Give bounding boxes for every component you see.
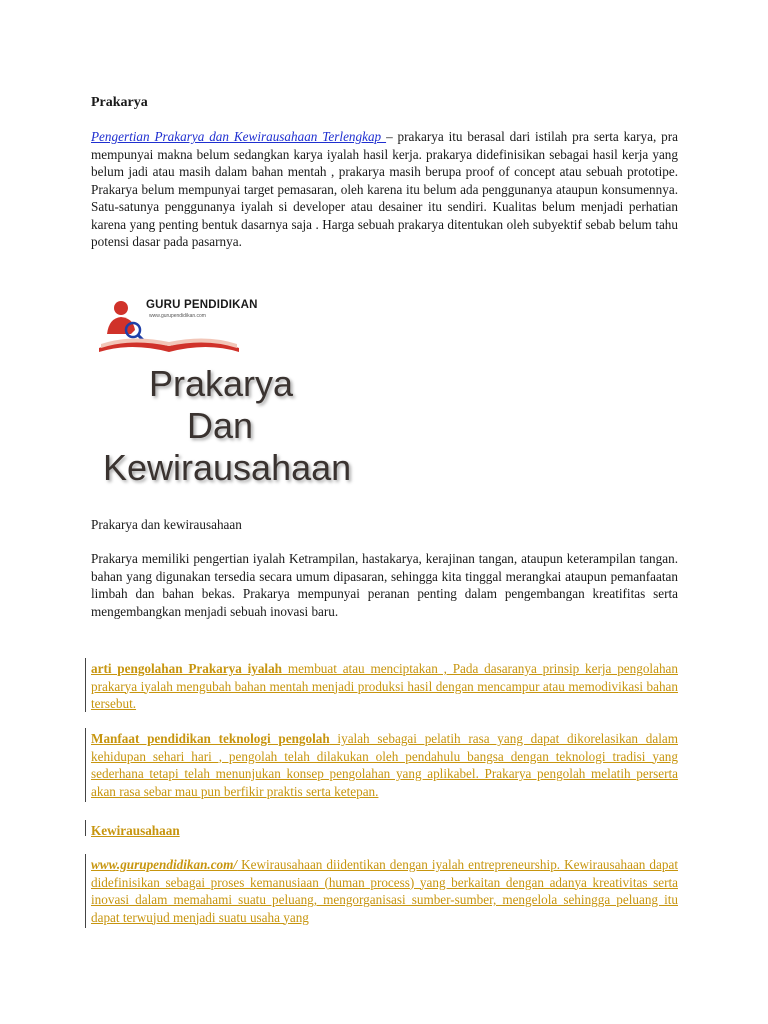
arti-pengolahan-paragraph	[91, 660, 678, 713]
manfaat-heading: Manfaat pendidikan teknologi pengolah	[91, 731, 330, 746]
kewirausahaan-heading: Kewirausahaan	[91, 823, 180, 838]
logo-brand-text: GURU PENDIDIKAN	[146, 299, 258, 311]
source-url-link[interactable]: www.gurupendidikan.com/	[91, 857, 238, 872]
change-bar	[85, 854, 86, 928]
kewirausahaan-paragraph	[91, 856, 678, 926]
change-bar	[85, 820, 86, 836]
section-subtitle: Prakarya dan kewirausahaan	[91, 517, 242, 532]
change-bar	[85, 658, 86, 712]
manfaat-text: iyalah sebagai pelatih rasa yang dapat dikorelasikan dalam kehidupan sehari hari , pengolah telah dilakukan oleh pendahulu bangsa dengan teknologi tradisi yang sederhana tetapi telah menunjukan konsep pengolahan yang aplikabel. Prakarya pengolah melatih perserta akan rasa sebar mau pun berfikir praktis serta ketepan.	[91, 731, 678, 799]
logo-word-kewirausahaan: Kewirausahaan	[103, 447, 352, 488]
logo-url-text: www.gurupendidikan.com	[149, 313, 206, 319]
arti-pengolahan-heading: arti pengolahan Prakarya iyalah	[91, 661, 283, 676]
prakarya-logo-image	[91, 294, 381, 494]
intro-link[interactable]: Pengertian Prakarya dan Kewirausahaan Terlengkap	[91, 129, 387, 144]
definition-paragraph: Prakarya memiliki pengertian iyalah Ketrampilan, hastakarya, kerajinan tangan, ataupun keterampilan tangan. bahan yang digunakan tersedia secara umum dipasaran, sehingga kita tinggal merangkai ataupun pemanfaatan limbah dan bahan bekas. Prakarya mempunyai peranan penting dalam pengembangan kreatifitas serta mengembangkan menjadi sebuah inovasi baru.	[91, 551, 678, 619]
logo-word-dan: Dan	[187, 405, 254, 446]
manfaat-paragraph	[91, 730, 678, 800]
intro-paragraph	[91, 128, 678, 251]
arti-pengolahan-text: membuat atau menciptakan , Pada dasaranya prinsip kerja pengolahan prakarya iyalah mengubah bahan mentah menjadi produksi hasil dengan mencampur atau memodivikasi bahan tersebut.	[91, 661, 678, 711]
kewirausahaan-text: Kewirausahaan diidentikan dengan iyalah entrepreneurship. Kewirausahaan dapat didefinisikan sebagai proses kemanusiaan (human process) yang berkaitan dengan adanya kreativitas serta inovasi dalam memahami suatu peluang, mengorganisasi sumber-sumber, mengelola sehingga peluang itu dapat terwujud menjadi suatu usaha yang	[91, 857, 678, 925]
logo-word-prakarya: Prakarya	[149, 363, 294, 404]
intro-text: – prakarya itu berasal dari istilah pra serta karya, pra mempunyai makna belum sedangkan karya iyalah hasil kerja. prakarya didefinisikan sebagai hasil kerja yang belum jadi atau masih dalam bahan mentah , prakarya masih berupa proof of concept atau sebuah prototipe. Prakarya belum mempunyai target pemasaran, oleh karena itu belum ada penggunanya ataupun konsumennya. Satu-satunya penggunanya iyalah si developer atau desainer itu sendiri. Kualitas belum menjadi perhatian karena yang penting bentuk dasarnya saja . Harga sebuah prakarya ditentukan oleh subyektif sebab belum tahu potensi dasar pada pasarnya.	[91, 129, 678, 249]
change-bar	[85, 728, 86, 802]
page-title: Prakarya	[91, 95, 148, 110]
